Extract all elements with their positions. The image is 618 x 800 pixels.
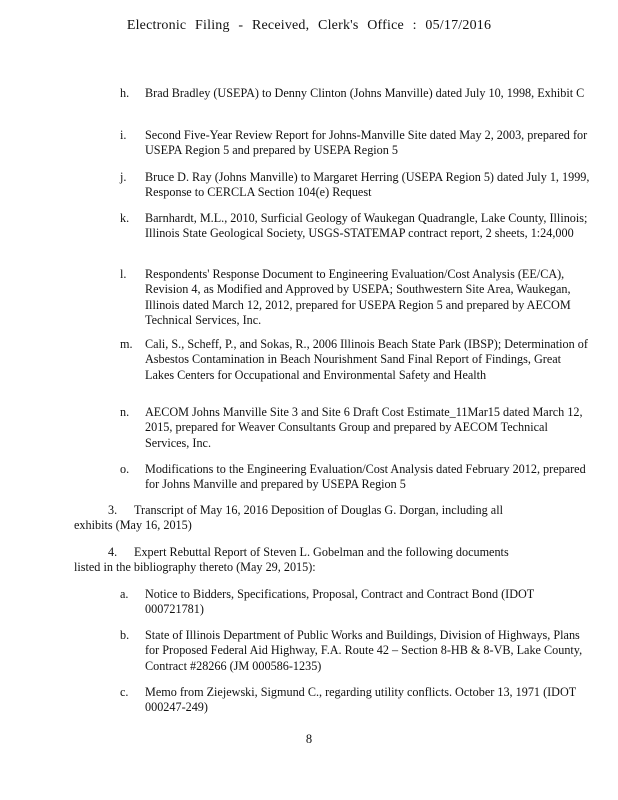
paragraph-continuation: exhibits (May 16, 2015) xyxy=(74,518,192,533)
item-text: Respondents' Response Document to Engineering Evaluation/Cost Analysis (EE/CA), Revision 4, as Modified and Approved by USEPA; Southwestern Site Area, Waukegan, Illinois dated March 12, 2012, prepared for USEPA Region 5 and prepared by AECOM Technical Services, Inc. xyxy=(145,267,571,328)
list-item-o xyxy=(120,462,590,493)
item-letter: b. xyxy=(120,628,130,642)
numbered-paragraph-4 xyxy=(74,545,574,576)
paragraph-first-line: Expert Rebuttal Report of Steven L. Gobelman and the following documents xyxy=(134,545,509,559)
list-item-n xyxy=(120,405,590,451)
filing-stamp-header: Electronic Filing - Received, Clerk's Office : 05/17/2016 xyxy=(126,18,492,33)
list-item-h xyxy=(120,86,590,101)
list-item-a xyxy=(120,587,590,618)
numbered-paragraph-3 xyxy=(74,503,574,534)
item-letter: k. xyxy=(120,211,130,225)
item-text: Memo from Ziejewski, Sigmund C., regarding utility conflicts. October 13, 1971 (IDOT 000247-249) xyxy=(145,685,577,715)
page-number: 8 xyxy=(305,732,313,746)
item-text: AECOM Johns Manville Site 3 and Site 6 Draft Cost Estimate_11Mar15 dated March 12, 2015, prepared for Weaver Consultants Group and prepared by AECOM Technical Services, Inc. xyxy=(145,405,583,450)
list-item-m xyxy=(120,337,590,383)
item-letter: a. xyxy=(120,587,129,601)
list-item-j xyxy=(120,170,590,201)
item-text: Notice to Bidders, Specifications, Proposal, Contract and Contract Bond (IDOT 000721781) xyxy=(145,587,535,617)
item-letter: j. xyxy=(120,170,127,184)
item-text: Barnhardt, M.L., 2010, Surficial Geology of Waukegan Quadrangle, Lake County, Illinois; Illinois State Geological Society, USGS-STATEMAP contract report, 2 sheets, 1:24,000 xyxy=(145,211,588,241)
item-letter: h. xyxy=(120,86,130,100)
paragraph-first-line: Transcript of May 16, 2016 Deposition of Douglas G. Dorgan, including all xyxy=(134,503,503,517)
item-letter: m. xyxy=(120,337,133,351)
item-text: Modifications to the Engineering Evaluation/Cost Analysis dated February 2012, prepared for Johns Manville and prepared by USEPA Region 5 xyxy=(145,462,586,492)
item-text: Cali, S., Scheff, P., and Sokas, R., 2006 Illinois Beach State Park (IBSP); Determination of Asbestos Contamination in Beach Nourishment Sand Final Report of Findings, Great Lakes Centers for Occupational and Environmental Safety and Health xyxy=(145,337,588,382)
item-letter: o. xyxy=(120,462,130,476)
item-letter: c. xyxy=(120,685,129,699)
list-item-k xyxy=(120,211,590,242)
item-text: Second Five-Year Review Report for Johns-Manville Site dated May 2, 2003, prepared for USEPA Region 5 and prepared by USEPA Region 5 xyxy=(145,128,588,158)
list-item-i xyxy=(120,128,590,159)
item-letter: n. xyxy=(120,405,130,419)
list-item-c xyxy=(120,685,590,716)
paragraph-number: 3. xyxy=(108,503,118,517)
item-letter: i. xyxy=(120,128,127,142)
item-text: Bruce D. Ray (Johns Manville) to Margaret Herring (USEPA Region 5) dated July 1, 1999, Response to CERCLA Section 104(e) Request xyxy=(145,170,590,200)
list-item-l xyxy=(120,267,590,329)
item-letter: l. xyxy=(120,267,127,281)
paragraph-continuation: listed in the bibliography thereto (May 29, 2015): xyxy=(74,560,316,575)
item-text: Brad Bradley (USEPA) to Denny Clinton (Johns Manville) dated July 10, 1998, Exhibit C xyxy=(145,86,585,100)
list-item-b xyxy=(120,628,590,674)
item-text: State of Illinois Department of Public Works and Buildings, Division of Highways, Plans for Proposed Federal Aid Highway, F.A. Route 42 – Section 8-HB & 8-VB, Lake County, Contract #28266 (JM 000586-1235) xyxy=(145,628,583,673)
paragraph-number: 4. xyxy=(108,545,118,559)
